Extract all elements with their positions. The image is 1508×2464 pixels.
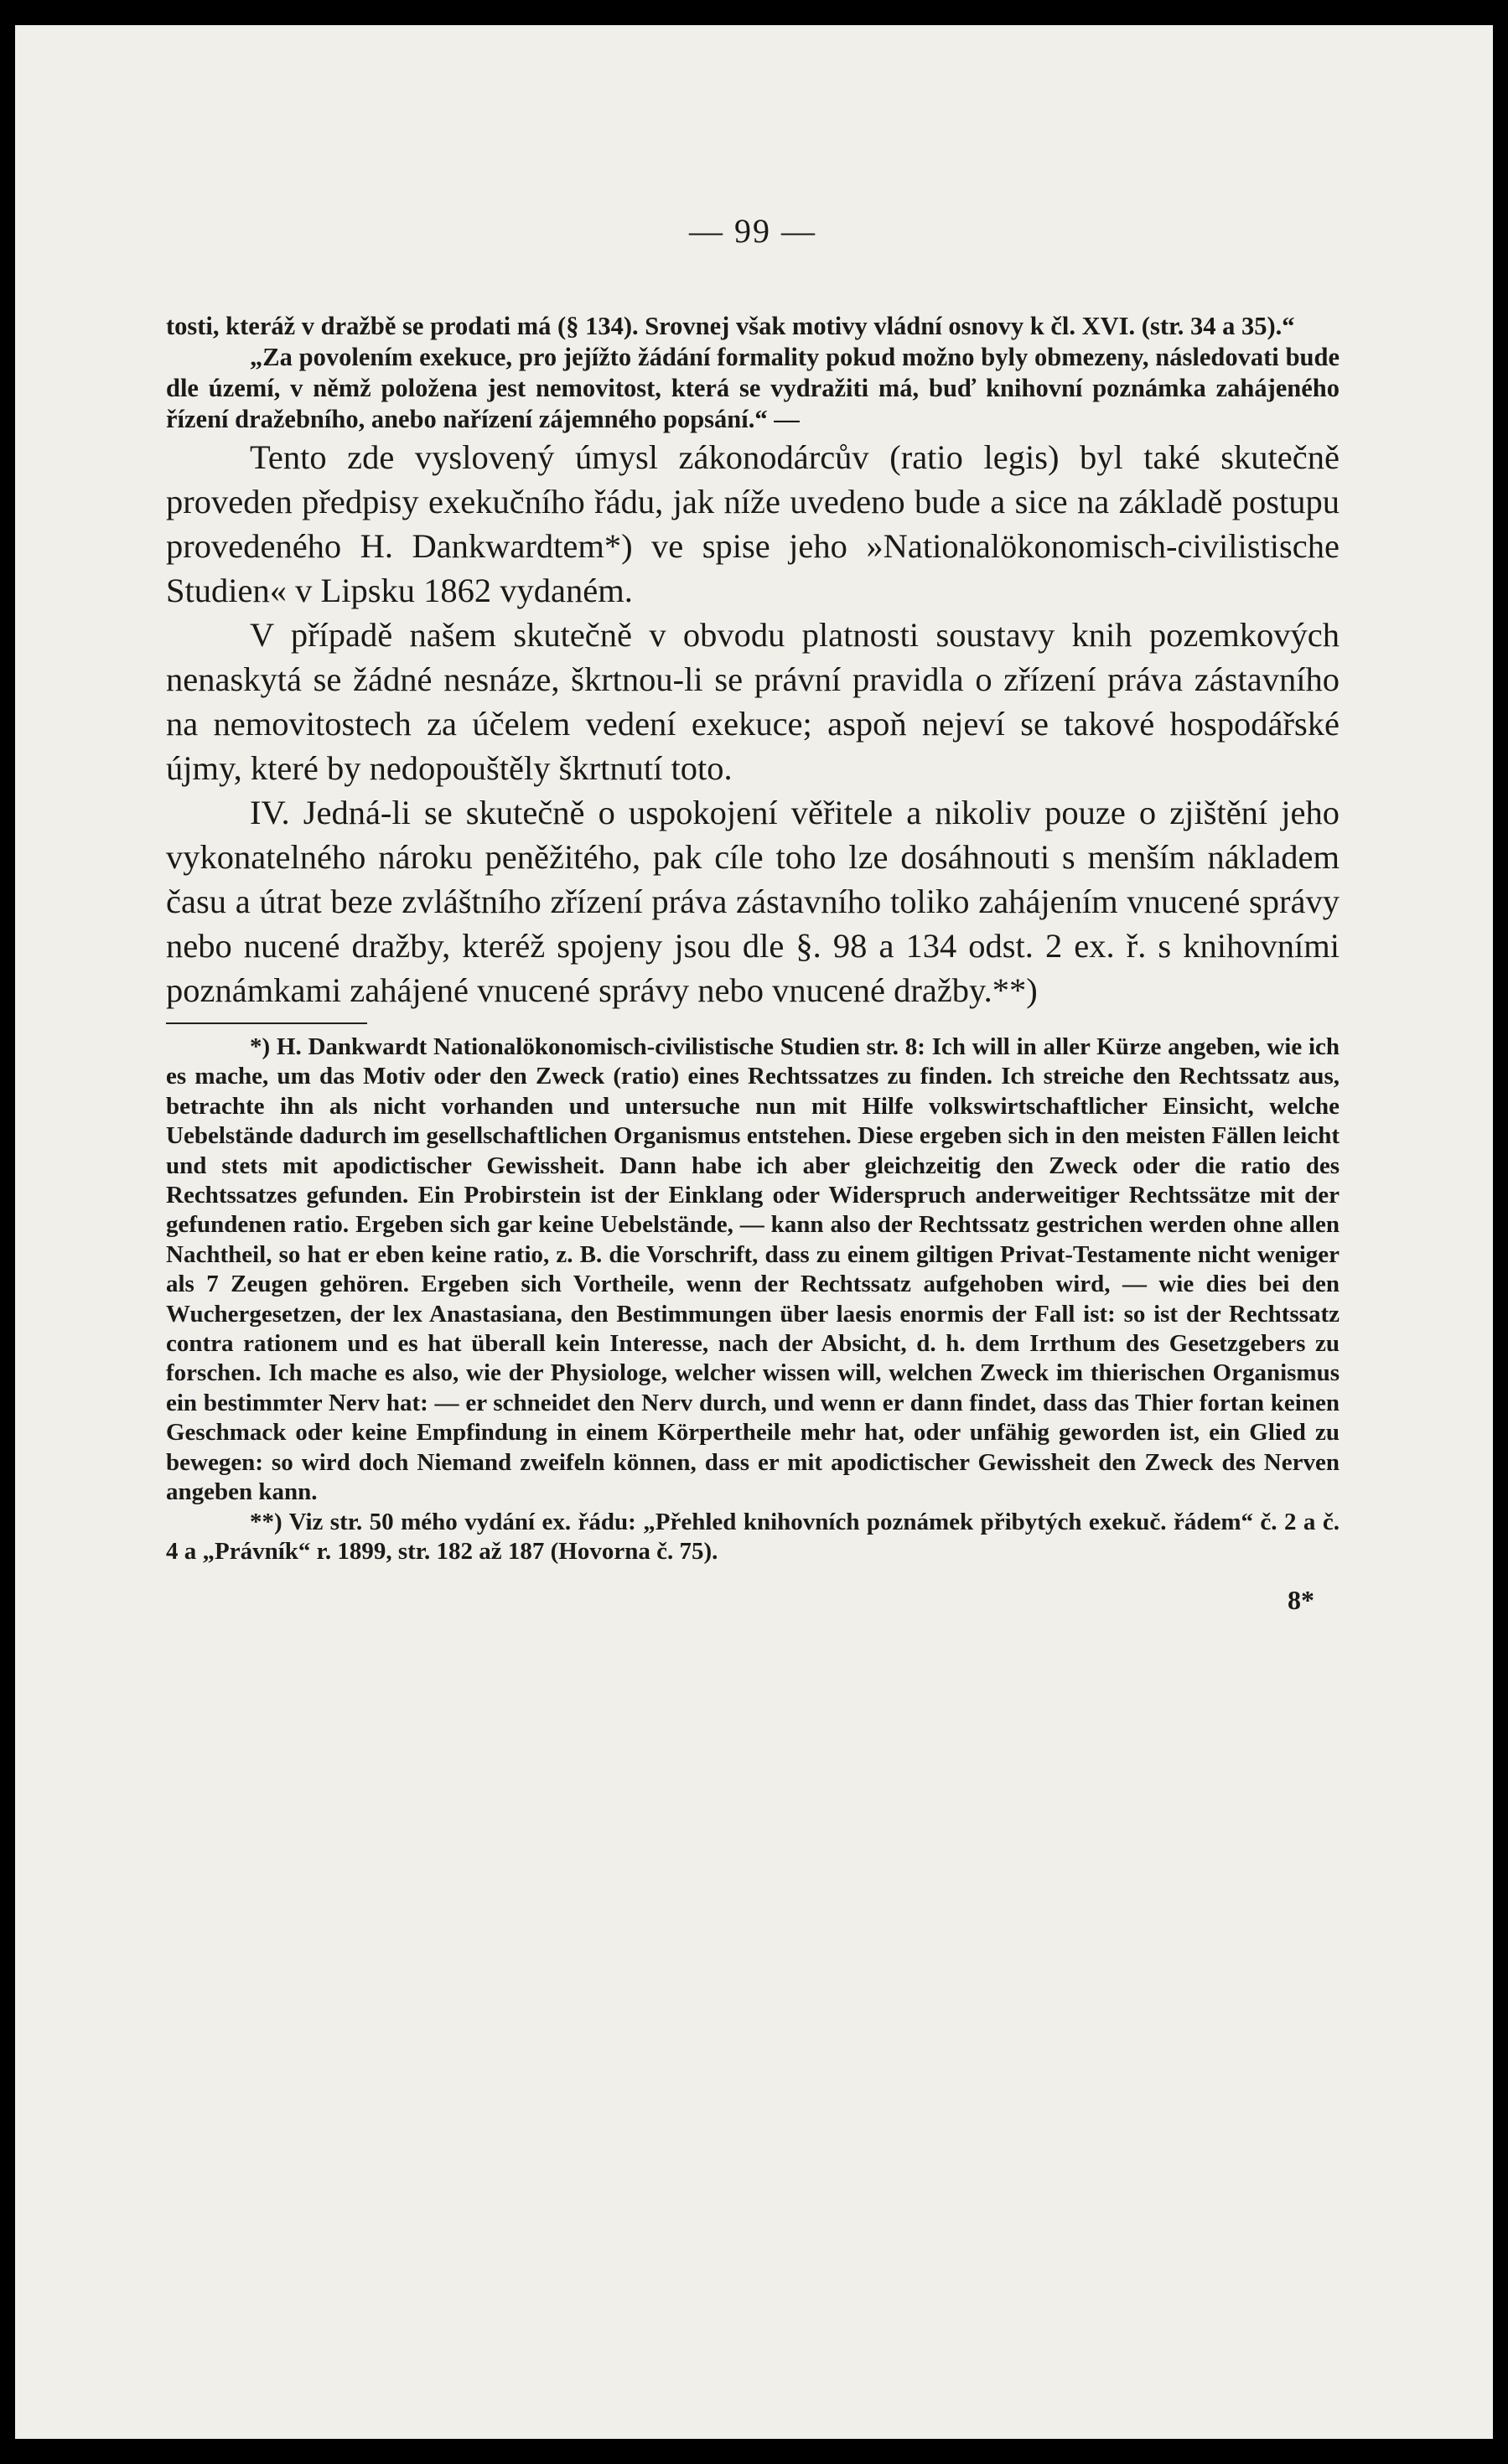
intro-paragraph-1: tosti, kteráž v dražbě se prodati má (§ 134). Srovnej však motivy vládní osnovy k čl. XVI. (str. 34 a 35).“ (166, 312, 1295, 340)
footnote-2: **) Viz str. 50 mého vydání ex. řádu: „Přehled knihovních poznámek přibytých exekuč. řádem“ č. 2 a č. 4 a „Právník“ r. 1899, str. 182 až 187 (Hovorna č. 75). (166, 1508, 1340, 1565)
page-number: — 99 — (689, 212, 816, 250)
footnote-divider (166, 1022, 367, 1024)
signature-mark: 8* (1288, 1585, 1314, 1616)
footnote-1: *) H. Dankwardt Nationalökonomisch-civilistische Studien str. 8: Ich will in aller Kürze angeben, wie ich es mache, um das Motiv oder den Zweck (ratio) eines Rechtssatzes zu finden. Ich streiche den Rechtssatz aus, betrachte ihn als nicht vorhanden und untersuche nun mit Hilfe volkswirtschaftlicher Einsicht, welche Uebelstände dadurch im gesellschaftlichen Organismus entstehen. Diese ergeben sich in den meisten Fällen leicht und stets mit apodictischer Gewissheit. Dann habe ich aber gleichzeitig den Zweck oder die ratio des Rechtssatzes gefunden. Ein Probirstein ist der Einklang oder Widerspruch anderweitiger Rechtssätze mit der gefundenen ratio. Ergeben sich gar keine Uebelstände, — kann also der Rechtssatz gestrichen werden ohne allen Nachtheil, so hat er eben keine ratio, z. B. die Vorschrift, dass zu einem giltigen Privat-Testamente nicht weniger als 7 Zeugen gehören. Ergeben sich Vortheile, wenn der Rechtssatz aufgehoben wird, — wie dies bei den Wuchergesetzen, der lex Anastasiana, den Bestimmungen über laesis enormis der Fall ist: so ist der Rechtssatz contra rationem und es hat überall kein Interesse, nach der Absicht, d. h. dem Irrthum des Gesetzgebers zu forschen. Ich mache es also, wie der Physiologe, welcher wissen will, welchen Zweck im thierischen Organismus ein bestimmter Nerv hat: — er schneidet den Nerv durch, und wenn er dann findet, dass das Thier fortan keinen Geschmack oder keine Empfindung in einem Körpertheile mehr hat, oder unfähig geworden ist, ein Glied zu bewegen: so wird doch Niemand zweifeln können, dass er mit apodictischer Gewissheit den Zweck des Nerven angeben kann. (166, 1033, 1340, 1506)
intro-paragraph-2: „Za povolením exekuce, pro jejížto žádání formality pokud možno byly obmezeny, následovati bude dle území, v němž položena jest nemovitost, která se vydražiti má, buď knihovní poznámka zahájeného řízení dražebního, anebo nařízení zájemného popsání.“ — (166, 343, 1340, 433)
page-content (166, 211, 1340, 1616)
main-paragraph-2: V případě našem skutečně v obvodu platnosti soustavy knih pozemkových nenaskytá se žádné nesnáze, škrtnou-li se právní pravidla o zřízení práva zástavního na nemovitostech za účelem vedení exekuce; aspoň nejeví se takové hospodářské újmy, které by nedopouštěly škrtnutí toto. (166, 616, 1340, 787)
main-paragraph-3: IV. Jedná-li se skutečně o uspokojení věřitele a nikoliv pouze o zjištění jeho vykonatelného nároku peněžitého, pak cíle toho lze dosáhnouti s menším nákladem času a útrat beze zvláštního zřízení práva zástavního toliko zahájením vnucené správy nebo nucené dražby, kteréž spojeny jsou dle §. 98 a 134 odst. 2 ex. ř. s knihovními poznámkami zahájené vnucené správy nebo vnucené dražby.**) (166, 794, 1340, 1009)
book-page (15, 25, 1493, 2439)
main-paragraph-1: Tento zde vyslovený úmysl zákonodárcův (ratio legis) byl také skutečně proveden předpisy exekučního řádu, jak níže uvedeno bude a sice na základě postupu provedeného H. Dankwardtem*) ve spise jeho »Nationalökonomisch-civilistische Studien« v Lipsku 1862 vydaném. (166, 438, 1340, 609)
